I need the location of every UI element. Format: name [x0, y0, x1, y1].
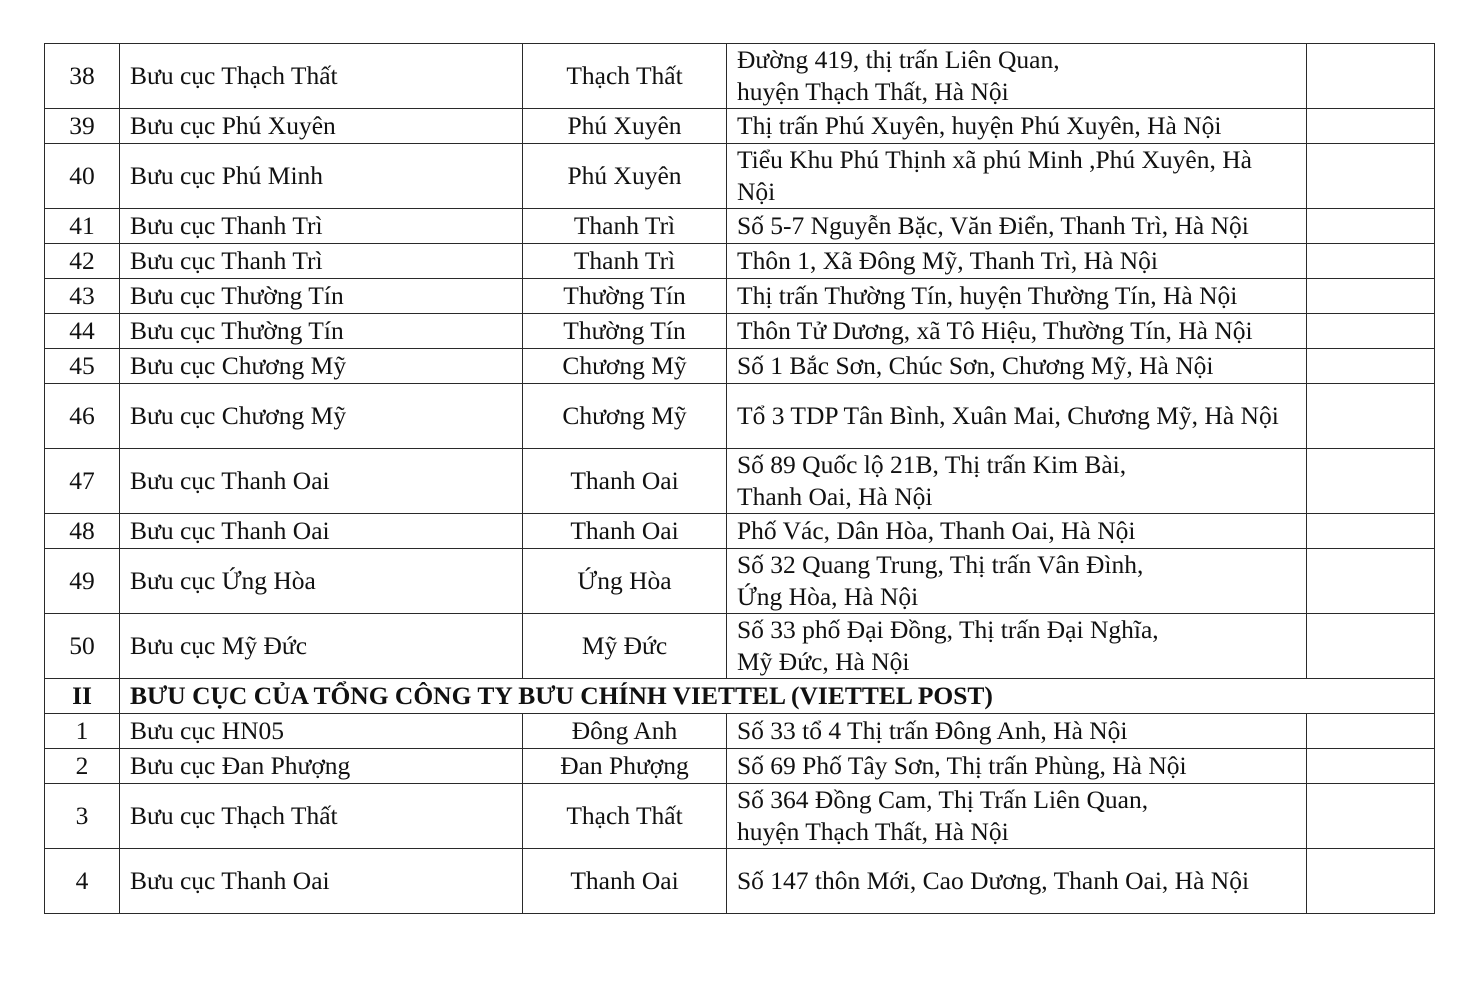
empty-cell — [1307, 449, 1435, 514]
table-row — [45, 279, 1435, 314]
address: Số 364 Đồng Cam, Thị Trấn Liên Quan, huyện Thạch Thất, Hà Nội — [727, 784, 1307, 849]
district: Đông Anh — [523, 714, 727, 749]
office-name: Bưu cục Phú Xuyên — [120, 109, 523, 144]
table-row — [45, 209, 1435, 244]
office-name: Bưu cục Thanh Oai — [120, 449, 523, 514]
address: Số 89 Quốc lộ 21B, Thị trấn Kim Bài, Thanh Oai, Hà Nội — [727, 449, 1307, 514]
table-row — [45, 349, 1435, 384]
empty-cell — [1307, 784, 1435, 849]
district: Thanh Oai — [523, 449, 727, 514]
empty-cell — [1307, 279, 1435, 314]
district: Thanh Trì — [523, 209, 727, 244]
office-name: Bưu cục Chương Mỹ — [120, 384, 523, 449]
empty-cell — [1307, 144, 1435, 209]
row-number: 39 — [45, 109, 120, 144]
row-number: 2 — [45, 749, 120, 784]
address: Số 69 Phố Tây Sơn, Thị trấn Phùng, Hà Nội — [727, 749, 1307, 784]
office-name: Bưu cục Thạch Thất — [120, 44, 523, 109]
table-row — [45, 714, 1435, 749]
table-row — [45, 244, 1435, 279]
row-number: 4 — [45, 849, 120, 914]
office-name: Bưu cục Chương Mỹ — [120, 349, 523, 384]
table-row — [45, 449, 1435, 514]
empty-cell — [1307, 384, 1435, 449]
section-number: II — [45, 679, 120, 714]
district: Thạch Thất — [523, 44, 727, 109]
row-number: 48 — [45, 514, 120, 549]
empty-cell — [1307, 749, 1435, 784]
table-row — [45, 784, 1435, 849]
row-number: 1 — [45, 714, 120, 749]
row-number: 42 — [45, 244, 120, 279]
office-name: Bưu cục Ứng Hòa — [120, 549, 523, 614]
table-row — [45, 384, 1435, 449]
row-number: 49 — [45, 549, 120, 614]
empty-cell — [1307, 244, 1435, 279]
empty-cell — [1307, 349, 1435, 384]
section-title: BƯU CỤC CỦA TỔNG CÔNG TY BƯU CHÍNH VIETTEL (VIETTEL POST) — [120, 679, 1435, 714]
address: Số 33 tổ 4 Thị trấn Đông Anh, Hà Nội — [727, 714, 1307, 749]
post-office-table — [44, 43, 1435, 914]
empty-cell — [1307, 314, 1435, 349]
district: Đan Phượng — [523, 749, 727, 784]
address: Tiểu Khu Phú Thịnh xã phú Minh ,Phú Xuyên, Hà Nội — [727, 144, 1307, 209]
row-number: 46 — [45, 384, 120, 449]
table-row — [45, 109, 1435, 144]
empty-cell — [1307, 209, 1435, 244]
row-number: 41 — [45, 209, 120, 244]
row-number: 45 — [45, 349, 120, 384]
office-name: Bưu cục Thường Tín — [120, 279, 523, 314]
address: Tổ 3 TDP Tân Bình, Xuân Mai, Chương Mỹ, Hà Nội — [727, 384, 1307, 449]
row-number: 40 — [45, 144, 120, 209]
address: Số 147 thôn Mới, Cao Dương, Thanh Oai, Hà Nội — [727, 849, 1307, 914]
empty-cell — [1307, 44, 1435, 109]
office-name: Bưu cục Phú Minh — [120, 144, 523, 209]
empty-cell — [1307, 614, 1435, 679]
row-number: 43 — [45, 279, 120, 314]
office-name: Bưu cục Đan Phượng — [120, 749, 523, 784]
table-row — [45, 549, 1435, 614]
district: Thanh Oai — [523, 514, 727, 549]
district: Phú Xuyên — [523, 144, 727, 209]
table-row — [45, 44, 1435, 109]
district: Thạch Thất — [523, 784, 727, 849]
table-row — [45, 614, 1435, 679]
district: Chương Mỹ — [523, 384, 727, 449]
district: Mỹ Đức — [523, 614, 727, 679]
district: Thường Tín — [523, 279, 727, 314]
empty-cell — [1307, 514, 1435, 549]
row-number: 3 — [45, 784, 120, 849]
office-name: Bưu cục Thanh Trì — [120, 209, 523, 244]
office-name: Bưu cục HN05 — [120, 714, 523, 749]
district: Chương Mỹ — [523, 349, 727, 384]
table-row — [45, 144, 1435, 209]
address: Thôn Tử Dương, xã Tô Hiệu, Thường Tín, Hà Nội — [727, 314, 1307, 349]
empty-cell — [1307, 109, 1435, 144]
office-name: Bưu cục Thanh Trì — [120, 244, 523, 279]
table-row — [45, 749, 1435, 784]
row-number: 50 — [45, 614, 120, 679]
district: Thanh Trì — [523, 244, 727, 279]
address: Phố Vác, Dân Hòa, Thanh Oai, Hà Nội — [727, 514, 1307, 549]
office-name: Bưu cục Thanh Oai — [120, 849, 523, 914]
row-number: 44 — [45, 314, 120, 349]
table-row — [45, 314, 1435, 349]
office-name: Bưu cục Thạch Thất — [120, 784, 523, 849]
address: Thôn 1, Xã Đông Mỹ, Thanh Trì, Hà Nội — [727, 244, 1307, 279]
office-name: Bưu cục Mỹ Đức — [120, 614, 523, 679]
office-name: Bưu cục Thanh Oai — [120, 514, 523, 549]
row-number: 38 — [45, 44, 120, 109]
row-number: 47 — [45, 449, 120, 514]
district: Ứng Hòa — [523, 549, 727, 614]
office-name: Bưu cục Thường Tín — [120, 314, 523, 349]
address: Thị trấn Thường Tín, huyện Thường Tín, Hà Nội — [727, 279, 1307, 314]
district: Phú Xuyên — [523, 109, 727, 144]
address: Số 5-7 Nguyễn Bặc, Văn Điển, Thanh Trì, Hà Nội — [727, 209, 1307, 244]
address: Số 32 Quang Trung, Thị trấn Vân Đình, Ứng Hòa, Hà Nội — [727, 549, 1307, 614]
empty-cell — [1307, 849, 1435, 914]
table-row — [45, 514, 1435, 549]
address: Đường 419, thị trấn Liên Quan, huyện Thạch Thất, Hà Nội — [727, 44, 1307, 109]
district: Thường Tín — [523, 314, 727, 349]
empty-cell — [1307, 714, 1435, 749]
district: Thanh Oai — [523, 849, 727, 914]
section-header-row — [45, 679, 1435, 714]
empty-cell — [1307, 549, 1435, 614]
table-row — [45, 849, 1435, 914]
address: Số 1 Bắc Sơn, Chúc Sơn, Chương Mỹ, Hà Nội — [727, 349, 1307, 384]
address: Số 33 phố Đại Đồng, Thị trấn Đại Nghĩa, Mỹ Đức, Hà Nội — [727, 614, 1307, 679]
address: Thị trấn Phú Xuyên, huyện Phú Xuyên, Hà Nội — [727, 109, 1307, 144]
